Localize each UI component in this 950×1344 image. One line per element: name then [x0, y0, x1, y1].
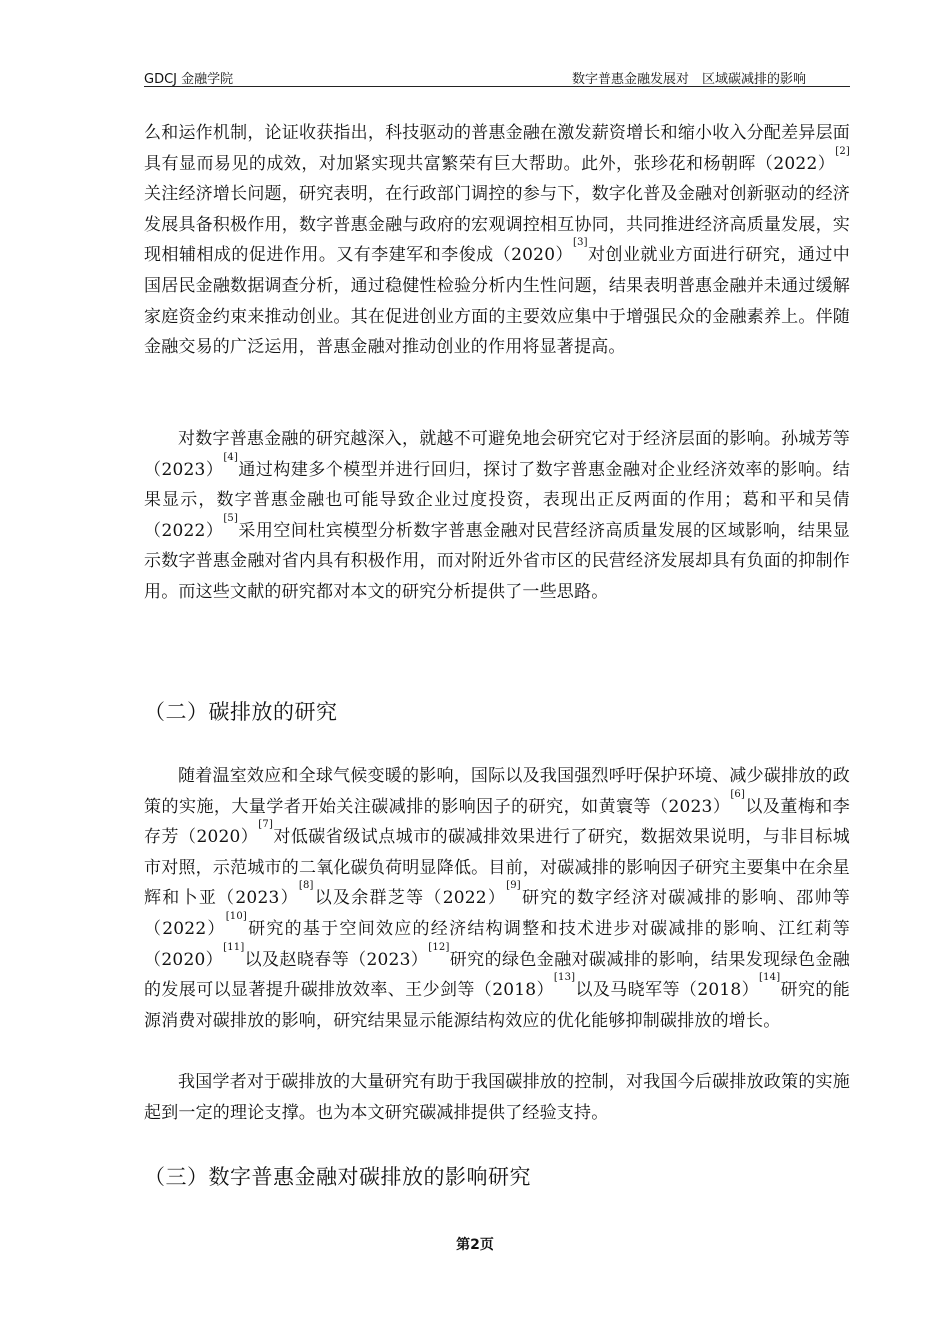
paragraph-text: 研究的能源消费对碳排放的影响，研究结果显示能源结构效应的优化能够抑制碳排放的增长。: [144, 980, 850, 1031]
citation-ref: [11]: [223, 941, 245, 953]
paragraph-text: 对低碳省级试点城市的碳减排效果进行了研究，数据效果说明，与非目标城市对照，示范城市的二氧化碳负荷明显降低。目前，对碳减排的影响因子研究主要集中在余星辉和卜亚（2023）: [144, 827, 850, 909]
paragraph-text: 研究的基于空间效应的经济结构调整和技术进步对碳减排的影响、江红莉等（2020）: [144, 918, 850, 970]
page-number: 第2页: [456, 1237, 494, 1253]
paragraph-2: [144, 424, 850, 669]
citation-ref: [2]: [835, 145, 850, 157]
citation-ref: [14]: [759, 972, 781, 984]
paragraph-text: 随着温室效应和全球气候变暖的影响，国际以及我国强烈呼吁保护环境、减少碳排放的政策的实施，大量学者开始关注碳减排的影响因子的研究，如黄寰等（2023）: [144, 766, 850, 817]
citation-ref: [12]: [428, 941, 450, 953]
paragraph-text: 通过构建多个模型并进行回归，探讨了数字普惠金融对企业经济效率的影响。结果显示，数字普惠金融也可能导致企业过度投资，表现出正反两面的作用；葛和平和吴倩（2022）: [144, 459, 851, 541]
page-header: [144, 64, 850, 87]
section-heading-digital-finance-carbon: （三）数字普惠金融对碳排放的影响研究: [144, 1165, 531, 1189]
citation-ref: [4]: [223, 451, 239, 463]
paragraph-text: 研究的绿色金融对碳减排的影响，结果发现绿色金融的发展可以显著提升碳排放效率、王少剑等（2018）: [144, 949, 850, 1001]
citation-ref: [6]: [730, 788, 746, 800]
citation-ref: [3]: [572, 237, 588, 249]
paragraph-text: 研究的数字经济对碳减排的影响、邵帅等（2022）: [144, 888, 850, 939]
paragraph-text: 对数字普惠金融的研究越深入，就越不可避免地会研究它对于经济层面的影响。孙城芳等（2023）: [144, 429, 850, 480]
citation-ref: [13]: [553, 972, 576, 984]
paragraph-text: 以及马晓军等（2018）: [575, 980, 760, 1001]
section-heading-carbon-emission: （二）碳排放的研究: [144, 700, 338, 724]
paragraph-text: 以及余群芝等（2022）: [313, 888, 507, 909]
header-institution: GDCJ 金融学院: [144, 72, 234, 87]
paragraph-text: 采用空间杜宾模型分析数字普惠金融对民营经济高质量发展的区域影响，结果显示数字普惠金融对省内具有积极作用，而对附近外省市区的民营经济发展却具有负面的抑制作用。而这些文献的研究都对本文的研究分析提供了一些思路。: [144, 520, 851, 602]
paragraph-1: [144, 118, 850, 424]
paragraph-text: 关注经济增长问题，研究表明，在行政部门调控的参与下，数字化普及金融对创新驱动的经济发展具备积极作用，数字普惠金融与政府的宏观调控相互协同，共同推进经济高质量发展，实现相辅相成的促进作用。又有李建军和李俊成（2020）: [144, 184, 850, 266]
paragraph-text: 对创业就业方面进行研究，通过中国居民金融数据调查分析，通过稳健性检验分析内生性问题，结果表明普惠金融并未通过缓解家庭资金约束来推动创业。其在促进创业方面的主要效应集中于增强民众的金融素养上。伴随金融交易的广泛运用，普惠金融对推动创业的作用将显著提高。: [144, 245, 850, 358]
paragraph-4: 我国学者对于碳排放的大量研究有助于我国碳排放的控制，对我国今后碳排放政策的实施起到一定的理论支撑。也为本文研究碳减排提供了经验支持。: [144, 1072, 850, 1123]
paragraph-text: 以及赵晓春等（2023）: [244, 949, 429, 970]
citation-ref: [5]: [223, 512, 239, 524]
paragraph-text: 以及董梅和李存芳（2020）: [144, 796, 850, 848]
header-title: 数字普惠金融发展对 区域碳减排的影响: [571, 72, 806, 87]
citation-ref: [8]: [298, 880, 314, 892]
citation-ref: [9]: [506, 880, 521, 892]
citation-ref: [10]: [225, 910, 248, 922]
paragraph-3: [144, 761, 850, 1067]
paragraph-text: 么和运作机制，论证收获指出，科技驱动的普惠金融在激发薪资增长和缩小收入分配差异层面具有显而易见的成效，对加紧实现共富繁荣有巨大帮助。此外，张珍花和杨朝晖（2022）: [144, 123, 850, 174]
citation-ref: [7]: [258, 819, 274, 831]
document-body: [144, 118, 850, 1192]
